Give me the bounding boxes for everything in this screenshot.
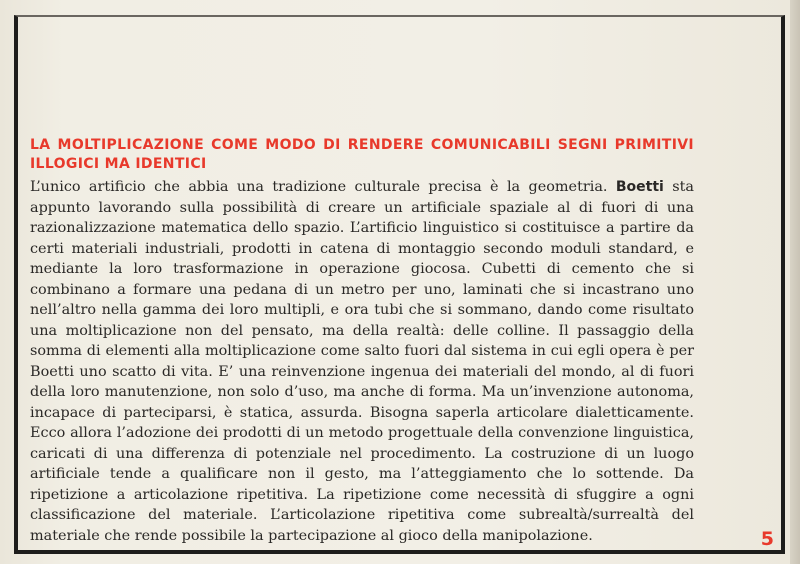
body-text-intro: L’unico artificio che abbia una tradizione culturale precisa è la geometria. — [30, 179, 616, 195]
artist-name: Boetti — [615, 179, 664, 195]
article — [30, 136, 694, 546]
page-number: 5 — [760, 528, 774, 550]
body-text-main: sta appunto lavorando sulla possibilità di creare un artificiale spaziale al di fuori di una razionalizzazione matematica dello spazio. L’artificio linguistico si costituisce a partire da certi materiali industriali, prodotti in catena di montaggio secondo moduli standard, e mediante la loro trasformazione in operazione giocosa. Cubetti di cemento che si combinano a formare una pedana di un metro per uno, laminati che si incastrano uno nell’altro nella gamma dei loro multipli, e ora tubi che si sommano, dando come risultato una moltiplicazione non del pensato, ma della realtà: delle colline. Il passaggio della somma di elementi alla moltiplicazione come salto fuori dal sistema in cui egli opera è per Boetti uno scatto di vita. E’ una reinvenzione ingenua dei materiali del mondo, al di fuori della loro manutenzione, non solo d’uso, ma anche di forma. Ma un’invenzione autonoma, incapace di parteciparsi, è statica, assurda. Bisogna saperla articolare dialetticamente. Ecco allora l’adozione dei prodotti di un metodo progettuale della convenzione linguistica, caricati di una differenza di potenziale nel procedimento. La costruzione di un luogo artificiale tende a qualificare non il gesto, ma l’atteggiamento che lo sottende. Da ripetizione a articolazione ripetitiva. La ripetizione come necessità di sfuggire a ogni classificazione del materiale. L’articolazione ripetitiva come subrealtà/surrealtà del materiale che rende possibile la partecipazione al gioco della manipolazione. — [30, 179, 694, 544]
article-body — [30, 177, 694, 546]
page-edge — [790, 0, 800, 564]
article-heading: LA MOLTIPLICAZIONE COME MODO DI RENDERE COMUNICABILI SEGNI PRIMITIVI ILLOGICI MA IDENTICI — [30, 137, 694, 172]
